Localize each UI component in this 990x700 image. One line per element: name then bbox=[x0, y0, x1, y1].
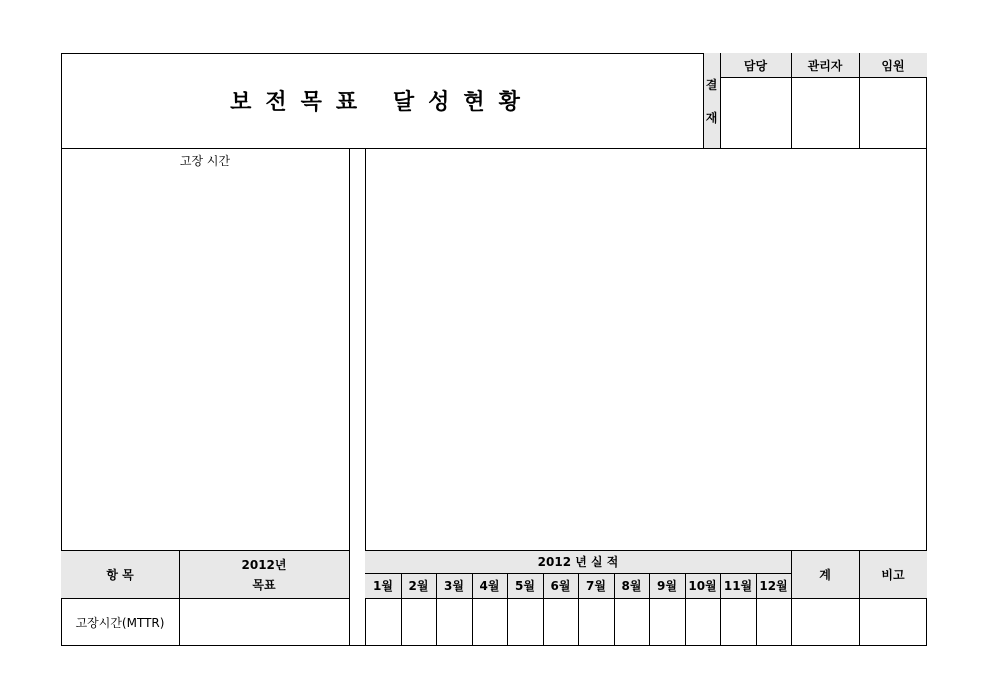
month-header-5: 5월 bbox=[515, 579, 535, 593]
downtime-chart-area bbox=[62, 169, 348, 550]
actual-cell-11[interactable] bbox=[721, 599, 756, 645]
actual-cell-3[interactable] bbox=[437, 599, 472, 645]
actual-cell-8[interactable] bbox=[615, 599, 649, 645]
actual-cell-4[interactable] bbox=[473, 599, 507, 645]
actual-cell-7[interactable] bbox=[579, 599, 614, 645]
divider bbox=[703, 53, 704, 148]
divider bbox=[791, 53, 792, 148]
actual-cell-9[interactable] bbox=[650, 599, 685, 645]
performance-chart-area bbox=[366, 149, 926, 550]
approval-col-manager: 담당 bbox=[743, 58, 768, 73]
month-header-6: 6월 bbox=[550, 579, 571, 593]
remark-header: 비고 bbox=[881, 567, 905, 582]
actual-cell-5[interactable] bbox=[508, 599, 543, 645]
month-header-1: 1월 bbox=[373, 579, 393, 593]
approval-sign-admin[interactable] bbox=[791, 77, 859, 148]
actual-cell-1[interactable] bbox=[366, 599, 401, 645]
divider bbox=[859, 53, 860, 148]
divider bbox=[720, 77, 927, 78]
actual-cell-2[interactable] bbox=[402, 599, 436, 645]
approval-label-cell bbox=[703, 53, 720, 148]
item-header: 항 목 bbox=[106, 567, 134, 582]
page-title: 보전목표 달성현황 bbox=[230, 90, 534, 115]
approval-label-bottom: 재 bbox=[705, 110, 718, 125]
month-header-4: 4월 bbox=[479, 579, 500, 593]
approval-sign-executive[interactable] bbox=[859, 77, 927, 148]
total-header: 계 bbox=[819, 567, 831, 582]
actual-cell-12[interactable] bbox=[757, 599, 791, 645]
month-header-2: 2월 bbox=[408, 579, 429, 593]
month-header-9: 9월 bbox=[657, 579, 677, 593]
actual-cell-10[interactable] bbox=[686, 599, 720, 645]
month-header-3: 3월 bbox=[444, 579, 464, 593]
total-cell[interactable] bbox=[792, 599, 859, 645]
target-header-year: 2012년 bbox=[241, 557, 287, 572]
month-header-10: 10월 bbox=[688, 579, 717, 593]
actual-header: 2012 년 실 적 bbox=[537, 555, 619, 569]
divider bbox=[349, 148, 350, 646]
row-label-mttr: 고장시간(MTTR) bbox=[75, 615, 165, 630]
target-value-cell[interactable] bbox=[180, 599, 348, 645]
approval-col-admin: 관리자 bbox=[807, 58, 843, 73]
approval-label-top: 결 bbox=[705, 77, 718, 92]
divider bbox=[720, 53, 721, 148]
approval-col-executive: 임원 bbox=[881, 58, 905, 73]
actual-cell-6[interactable] bbox=[544, 599, 578, 645]
month-header-7: 7월 bbox=[586, 579, 606, 593]
remark-cell[interactable] bbox=[860, 599, 926, 645]
target-header-label: 목표 bbox=[252, 577, 276, 592]
month-header-12: 12월 bbox=[759, 579, 788, 593]
month-header-8: 8월 bbox=[621, 579, 642, 593]
month-header-11: 11월 bbox=[723, 579, 753, 593]
downtime-caption: 고장 시간 bbox=[179, 153, 231, 168]
approval-sign-manager[interactable] bbox=[720, 77, 791, 148]
